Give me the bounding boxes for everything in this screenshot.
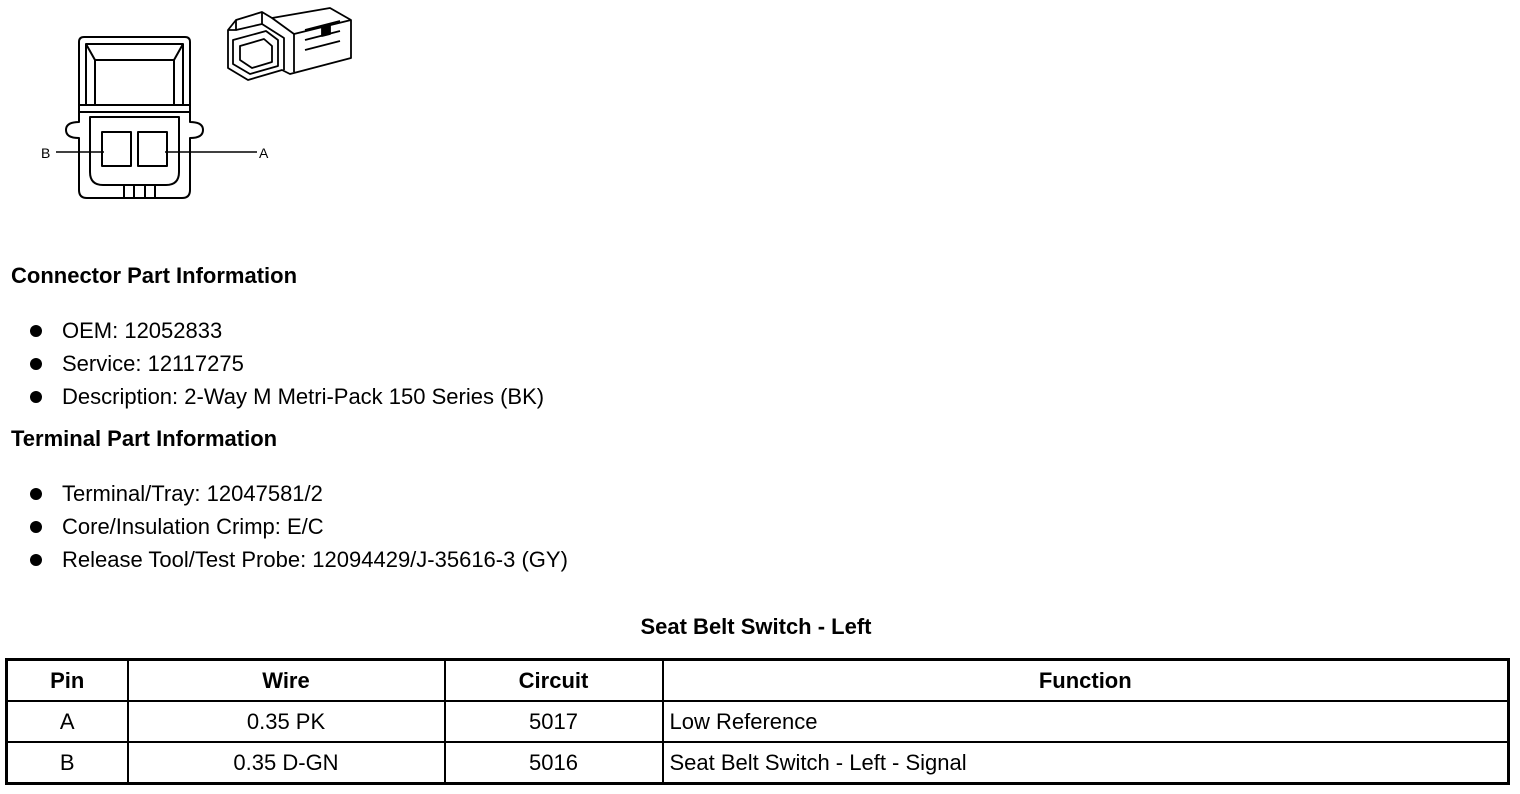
release-tool-test-probe: Release Tool/Test Probe: 12094429/J-35616-3 (GY) bbox=[62, 547, 568, 572]
core-insulation-crimp: Core/Insulation Crimp: E/C bbox=[62, 514, 324, 539]
list-item bbox=[27, 380, 544, 413]
terminal-part-info-heading: Terminal Part Information bbox=[11, 426, 278, 451]
header-circuit: Circuit bbox=[445, 660, 663, 702]
cell-wire: 0.35 D-GN bbox=[128, 742, 445, 784]
cavity-a bbox=[138, 132, 167, 166]
list-item bbox=[27, 477, 568, 510]
pin-label-a: A bbox=[259, 145, 269, 161]
list-item bbox=[27, 314, 544, 347]
connector-part-info-list bbox=[27, 314, 544, 413]
list-item bbox=[27, 347, 544, 380]
table-title: Seat Belt Switch - Left bbox=[640, 614, 872, 639]
table-row bbox=[7, 742, 1509, 784]
cell-pin: A bbox=[7, 701, 128, 742]
connector-diagram bbox=[0, 0, 380, 220]
connector-drawing bbox=[0, 0, 380, 220]
bullet-icon bbox=[30, 488, 42, 500]
cell-circuit: 5017 bbox=[445, 701, 663, 742]
service-part-number: Service: 12117275 bbox=[62, 351, 244, 376]
connector-description: Description: 2-Way M Metri-Pack 150 Series (BK) bbox=[62, 384, 545, 409]
cavity-b bbox=[102, 132, 131, 166]
connector-part-info-heading: Connector Part Information bbox=[11, 263, 298, 288]
header-pin: Pin bbox=[7, 660, 128, 702]
bullet-icon bbox=[30, 554, 42, 566]
header-function: Function bbox=[663, 660, 1509, 702]
bullet-icon bbox=[30, 358, 42, 370]
list-item bbox=[27, 510, 568, 543]
oem-part-number: OEM: 12052833 bbox=[62, 318, 223, 343]
list-item bbox=[27, 543, 568, 576]
connector-isometric-view bbox=[228, 8, 351, 80]
pin-label-b: B bbox=[41, 145, 51, 161]
table-row bbox=[7, 701, 1509, 742]
cell-wire: 0.35 PK bbox=[128, 701, 445, 742]
connector-face-view bbox=[66, 37, 203, 198]
bullet-icon bbox=[30, 391, 42, 403]
cell-function: Seat Belt Switch - Left - Signal bbox=[663, 742, 1509, 784]
header-wire: Wire bbox=[128, 660, 445, 702]
table-header-row bbox=[7, 660, 1509, 702]
cell-circuit: 5016 bbox=[445, 742, 663, 784]
terminal-part-info-list bbox=[27, 477, 568, 576]
terminal-tray: Terminal/Tray: 12047581/2 bbox=[62, 481, 323, 506]
cell-pin: B bbox=[7, 742, 128, 784]
bullet-icon bbox=[30, 325, 42, 337]
bullet-icon bbox=[30, 521, 42, 533]
pinout-table bbox=[5, 658, 1510, 785]
cell-function: Low Reference bbox=[663, 701, 1509, 742]
